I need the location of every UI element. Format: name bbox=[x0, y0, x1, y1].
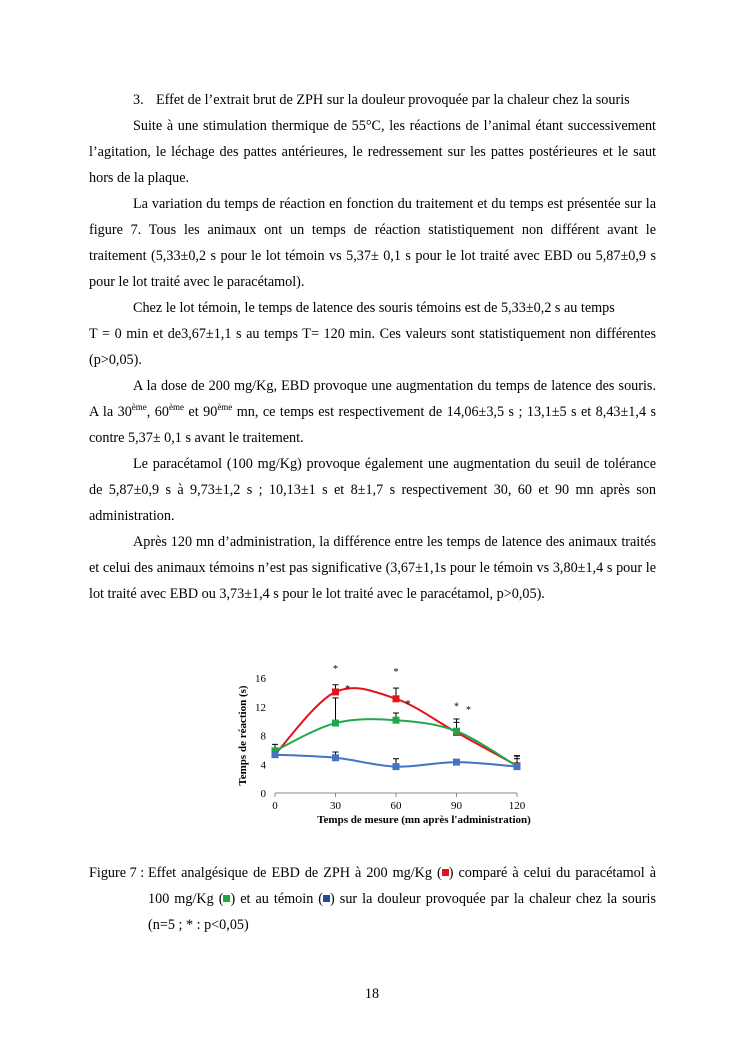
significance-marker: * bbox=[393, 667, 399, 679]
significance-marker: * bbox=[405, 699, 411, 711]
ebd-legend-square bbox=[442, 869, 449, 876]
paragraph-2: La variation du temps de réaction en fonction du traitement et du temps est présentée sur la figure 7. Tous les animaux ont un temps de réaction statistiquement non différent avant le traitement (5,33±0,2 s pour le lot témoin vs 5,37± 0,1 s pour le lot traité avec EBD ou 5,87±0,9 s pour le lot traité avec le paracétamol). bbox=[89, 196, 656, 290]
data-point bbox=[332, 720, 339, 727]
temoin-legend-square bbox=[323, 895, 330, 902]
data-point bbox=[393, 695, 400, 702]
caption-text bbox=[89, 860, 656, 938]
p4-text-c: et 90 bbox=[183, 404, 218, 420]
y-tick-label: 8 bbox=[260, 730, 266, 743]
x-tick-label: 60 bbox=[390, 800, 402, 812]
caption-label: Figure 7 : bbox=[89, 865, 145, 881]
paragraph-3-rest: T = 0 min et de3,67±1,1 s au temps T= 120 min. Ces valeurs sont statistiquement non différentes (p>0,05). bbox=[89, 326, 656, 368]
y-tick-label: 0 bbox=[260, 788, 266, 800]
paragraph-4 bbox=[89, 373, 656, 451]
paragraph-5: Le paracétamol (100 mg/Kg) provoque également une augmentation du seuil de tolérance de 5,87±0,9 s à 9,73±1,2 s ; 10,13±1 s et 8±1,7 s respectivement 30, 60 et 90 mn après son administration. bbox=[89, 456, 656, 524]
p4-sup-1: ème bbox=[131, 402, 147, 412]
page-number: 18 bbox=[364, 986, 380, 1002]
data-point bbox=[332, 754, 339, 761]
data-point bbox=[393, 763, 400, 770]
data-point bbox=[332, 688, 339, 695]
p4-text-a: A la dose de 200 mg/Kg, EBD provoque une augmentation du temps de latence des souris. A la 30 bbox=[89, 378, 656, 420]
data-point bbox=[514, 763, 521, 770]
y-tick-label: 4 bbox=[260, 759, 266, 772]
paragraph-3-line-1: Chez le lot témoin, le temps de latence des souris témoins est de 5,33±0,2 s au temps bbox=[133, 300, 615, 316]
p4-sup-3: ème bbox=[217, 402, 233, 412]
significance-marker: * bbox=[345, 683, 350, 695]
x-axis-title: Temps de mesure (mn après l'administration) bbox=[317, 814, 531, 826]
y-tick-label: 12 bbox=[255, 701, 266, 714]
section-title: Effet de l’extrait brut de ZPH sur la douleur provoquée par la chaleur chez la souris bbox=[156, 92, 630, 108]
significance-marker: * bbox=[333, 664, 338, 675]
data-point bbox=[453, 728, 460, 735]
x-tick-label: 0 bbox=[272, 800, 278, 812]
significance-marker: * bbox=[466, 704, 471, 716]
significance-marker: * bbox=[454, 701, 459, 713]
figure-7-chart bbox=[232, 664, 532, 834]
p4-sup-2: ème bbox=[168, 402, 184, 412]
paragraph-6: Après 120 mn d’administration, la différence entre les temps de latence des animaux traités et celui des animaux témoins n’est pas significative (3,67±1,1s pour le témoin vs 3,80±1,4 s pour le lot traité avec EBD ou 3,73±1,4 s pour le lot traité avec le paracétamol, p>0,05). bbox=[89, 534, 656, 602]
paragraph-1: Suite à une stimulation thermique de 55°C, les réactions de l’animal étant successivement l’agitation, le léchage des pattes antérieures, le redressement sur les pattes postérieures et le saut hors de la plaque. bbox=[89, 118, 656, 186]
y-axis-title: Temps de réaction (s) bbox=[237, 685, 249, 786]
figure-caption bbox=[89, 860, 656, 938]
p4-text-d: mn, ce temps est respectivement de 14,06±3,5 s ; 13,1±5 s et 8,43±1,4 s contre 5,37± 0,1 s avant le traitement. bbox=[89, 404, 657, 446]
caption-part-2: ) comparé à celui du paracétamol à 100 mg/Kg ( bbox=[148, 865, 656, 907]
x-tick-label: 30 bbox=[330, 800, 341, 812]
y-tick-label: 16 bbox=[255, 673, 266, 685]
x-tick-label: 90 bbox=[451, 800, 462, 812]
data-point bbox=[453, 759, 460, 766]
section-number: 3. bbox=[133, 92, 144, 108]
data-point bbox=[272, 751, 279, 758]
caption-part-4: ) sur la douleur provoquée par la chaleur chez la souris (n=5 ; * : p<0,05) bbox=[148, 891, 657, 933]
caption-part-3: ) et au témoin ( bbox=[230, 891, 324, 907]
x-tick-label: 120 bbox=[508, 800, 526, 812]
page-body bbox=[89, 87, 656, 607]
section-heading bbox=[89, 87, 656, 113]
chart-svg bbox=[232, 664, 532, 834]
caption-part-1: Effet analgésique de EBD de ZPH à 200 mg/Kg ( bbox=[148, 865, 442, 881]
data-point bbox=[393, 717, 400, 724]
p4-text-b: , 60 bbox=[146, 404, 169, 420]
